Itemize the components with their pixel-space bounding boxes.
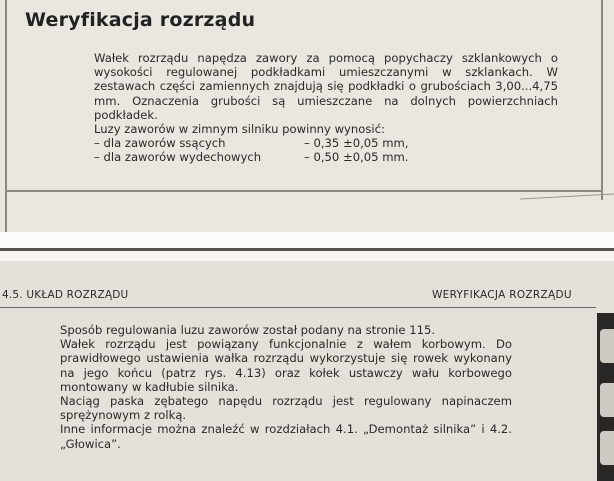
chapter-tab [600, 383, 614, 417]
bottom-page [0, 261, 614, 481]
bottom-rule [5, 190, 603, 192]
spec-label: – dla zaworów wydechowych [94, 150, 262, 165]
bottom-body-text [60, 323, 512, 451]
intro-paragraph: Wałek rozrządu napędza zawory za pomocą popychaczy szklankowych o wysokości regulowanej podkładkami umieszczanymi w szklankach. W zestawach części zamiennych znajdują się podkładki o grubościach 3,00...4,75 mm. Oznaczenia grubości są umieszczane na dolnych powierzchniach podkładek. [94, 51, 558, 122]
separator-gap-lower [0, 251, 614, 261]
spec-value: – 0,50 ±0,05 mm. [304, 150, 409, 165]
paragraph: Inne informacje można znaleźć w rozdziałach 4.1. „Demontaż silnika” i 4.2. „Głowica”. [60, 422, 512, 451]
paragraph: Wałek rozrządu jest powiązany funkcjonalnie z wałem korbowym. Do prawidłowego ustawienia wałka rozrządu wykorzystuje się rowek wykonany na jego końcu (patrz rys. 4.13) oraz kołek ustawczy wału korbowego montowany w kadłubie silnika. [60, 337, 512, 394]
frame-left-border [5, 0, 7, 232]
section-header: WERYFIKACJA ROZRZĄDU [432, 289, 572, 301]
chapter-header: 4.5. UKŁAD ROZRZĄDU [2, 289, 129, 301]
section-title: Weryfikacja rozrządu [25, 9, 256, 31]
clearance-intro: Luzy zaworów w zimnym silniku powinny wynosić: [94, 122, 385, 137]
skewed-rule [520, 194, 614, 200]
chapter-tab [600, 431, 614, 465]
top-body-text [94, 51, 558, 165]
spec-value: – 0,35 ±0,05 mm, [304, 136, 409, 151]
spec-row-intake [94, 136, 558, 150]
chapter-tab [600, 329, 614, 363]
separator-gap [0, 232, 614, 248]
paragraph: Sposób regulowania luzu zaworów został podany na stronie 115. [60, 323, 436, 337]
spec-label: – dla zaworów ssących [94, 136, 226, 151]
chapter-tab-strip [597, 313, 614, 481]
top-page [0, 0, 614, 232]
paragraph: Naciąg paska zębatego napędu rozrządu jest regulowany napinaczem sprężynowym z rolką. [60, 394, 512, 423]
header-rule [0, 307, 596, 308]
frame-right-border [601, 0, 603, 200]
spec-row-exhaust [94, 150, 558, 164]
